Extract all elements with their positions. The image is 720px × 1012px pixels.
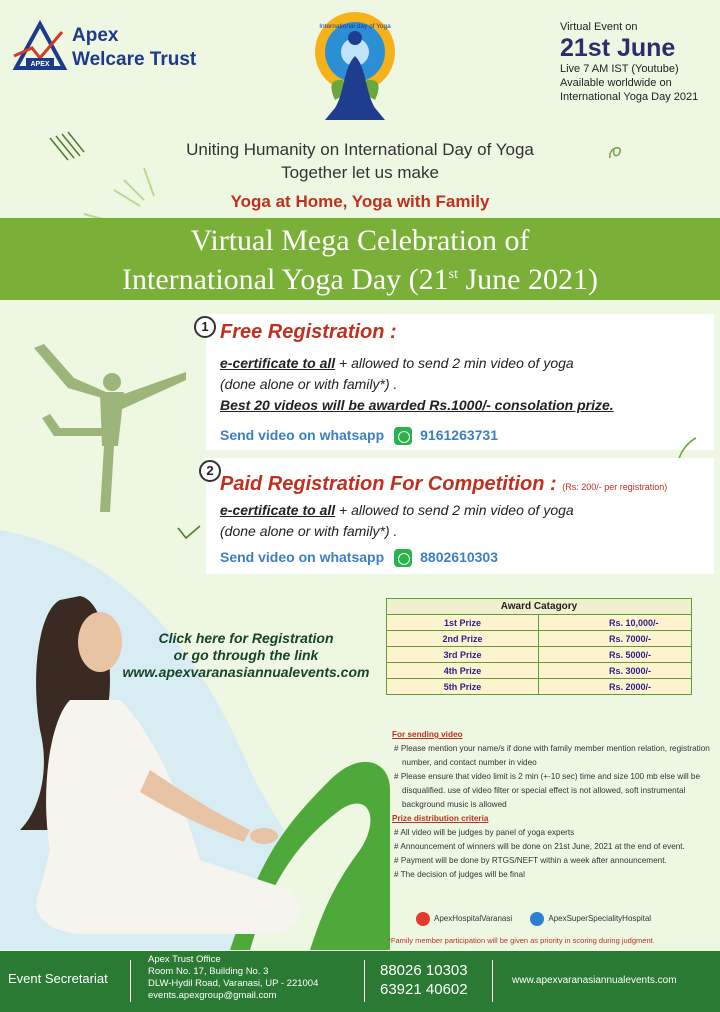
table-row: [387, 615, 692, 631]
org-name-line2: Welcare Trust: [72, 49, 197, 70]
paid-title-text: Paid Registration For Competition :: [220, 473, 557, 495]
org-name: [72, 24, 196, 72]
registration-url[interactable]: www.apexvaranasiannualevents.com: [122, 664, 370, 680]
registration-line2: or go through the link: [173, 647, 319, 663]
award-place: 4th Prize: [387, 663, 539, 679]
footer-website[interactable]: www.apexvaranasiannualevents.com: [512, 975, 677, 986]
award-table: [386, 598, 692, 695]
banner-line2: [0, 258, 720, 297]
rules-notes: [392, 728, 714, 882]
table-row: [387, 679, 692, 695]
event-line1: Virtual Event on: [560, 21, 638, 33]
free-cert: e-certificate to all: [220, 355, 336, 371]
free-wa-label: Send video on whatsapp: [220, 427, 385, 443]
footer-addr-line1: Apex Trust Office: [148, 954, 221, 965]
paid-registration-title: [220, 473, 667, 496]
tagline-line3: Yoga at Home, Yoga with Family: [230, 192, 490, 211]
paid-step-number: 2: [199, 460, 221, 482]
award-amount: Rs. 7000/-: [539, 631, 692, 647]
event-info: [560, 20, 715, 104]
logo-mark-text: APEX: [30, 61, 50, 68]
paid-fee-note: (Rs: 200/- per registration): [562, 482, 668, 492]
paid-line2: (done alone or with family*) .: [220, 523, 398, 539]
table-row: [387, 631, 692, 647]
table-row: [387, 663, 692, 679]
prize-rule-item: # Announcement of winners will be done on 21st June, 2021 at the end of event.: [394, 842, 685, 851]
footer-email[interactable]: events.apexgroup@gmail.com: [148, 990, 277, 1001]
prize-rule-item: # All video will be judges by panel of yoga experts: [394, 828, 575, 837]
event-line3: Live 7 AM IST (Youtube): [560, 63, 679, 75]
paid-line1-rest: + allowed to send 2 min video of yoga: [335, 502, 574, 518]
paid-wa-label: Send video on whatsapp: [220, 549, 385, 565]
tagline-line1: Uniting Humanity on International Day of Yoga: [186, 140, 534, 159]
footer-phone1[interactable]: 88026 10303: [380, 962, 468, 979]
award-place: 5th Prize: [387, 679, 539, 695]
prize-criteria-heading: Prize distribution criteria: [392, 814, 489, 823]
prize-rule-item: # The decision of judges will be final: [394, 870, 525, 879]
registration-link-block[interactable]: [106, 630, 386, 681]
yoga-pose-silhouette-icon: [14, 336, 194, 516]
facebook-handle[interactable]: ApexSuperSpecialityHospital: [548, 914, 652, 924]
banner-line2-sup: st: [448, 267, 458, 282]
free-wa-number[interactable]: 9161263731: [420, 427, 499, 443]
video-rule-item: # Please mention your name/s if done with family member mention relation, registration number, and contact number in video: [394, 744, 710, 767]
free-line2: (done alone or with family*) .: [220, 376, 398, 392]
youtube-handle[interactable]: ApexHospitalVaranasi: [434, 914, 513, 924]
paid-line1: [220, 502, 574, 518]
facebook-icon[interactable]: [530, 912, 544, 926]
video-rule-item: # Please ensure that video limit is 2 min (+-10 sec) time and size 100 mb else will be disqualified. use of video filter or special effect is not allowed, soft instrumental background music is allowed: [394, 772, 701, 809]
whatsapp-icon: [394, 549, 412, 567]
banner-line2b: June 2021): [457, 263, 598, 296]
apex-logo-icon: [12, 18, 68, 74]
award-place: 2nd Prize: [387, 631, 539, 647]
award-amount: Rs. 5000/-: [539, 647, 692, 663]
yoga-day-emblem-icon: [305, 8, 405, 134]
free-line1: [220, 355, 574, 371]
curl-decoration-icon: [606, 140, 630, 162]
paid-cert: e-certificate to all: [220, 502, 336, 518]
social-links: [416, 912, 651, 926]
registration-line1[interactable]: Click here for Registration: [158, 630, 334, 646]
org-name-line1: Apex: [72, 25, 119, 46]
emblem-text: International day of Yoga: [319, 23, 391, 30]
paid-wa-number[interactable]: 8802610303: [420, 549, 499, 565]
event-line4: Available worldwide on: [560, 77, 672, 89]
award-table-header: Award Catagory: [387, 599, 692, 615]
banner-line2a: International Yoga Day (21: [122, 263, 449, 296]
free-registration-title: Free Registration :: [220, 321, 397, 343]
free-line1-rest: + allowed to send 2 min video of yoga: [335, 355, 574, 371]
award-place: 1st Prize: [387, 615, 539, 631]
award-amount: Rs. 2000/-: [539, 679, 692, 695]
event-line5: International Yoga Day 2021: [560, 91, 699, 103]
footer-phones: [380, 961, 468, 999]
whatsapp-icon: [394, 427, 412, 445]
free-step-number: 1: [194, 316, 216, 338]
footer-divider: [130, 960, 131, 1002]
prize-rule-item: # Payment will be done by RTGS/NEFT within a week after announcement.: [394, 856, 667, 865]
video-rules-heading: For sending video: [392, 730, 463, 739]
footer-divider: [364, 960, 365, 1002]
award-amount: Rs. 3000/-: [539, 663, 692, 679]
youtube-icon[interactable]: [416, 912, 430, 926]
footer-addr-line2: Room No. 17, Building No. 3: [148, 966, 269, 977]
meditating-woman-image: [0, 530, 390, 950]
footer-addr-line3: DLW-Hydil Road, Varanasi, UP - 221004: [148, 978, 319, 989]
free-award-line: Best 20 videos will be awarded Rs.1000/- consolation prize.: [220, 397, 614, 413]
award-place: 3rd Prize: [387, 647, 539, 663]
footer-address: [148, 954, 318, 1002]
footnote: *Family member participation will be given as priority in scoring during judgment.: [388, 936, 655, 945]
award-amount: Rs. 10,000/-: [539, 615, 692, 631]
free-whatsapp-line[interactable]: [220, 427, 498, 445]
table-row: [387, 647, 692, 663]
banner-line1: Virtual Mega Celebration of: [190, 224, 530, 257]
event-date: 21st June: [560, 34, 676, 62]
footer-phone2[interactable]: 63921 40602: [380, 981, 468, 998]
tagline-line2: Together let us make: [281, 163, 439, 182]
footer-divider: [492, 960, 493, 1002]
footer-secretariat: Event Secretariat: [8, 971, 108, 986]
